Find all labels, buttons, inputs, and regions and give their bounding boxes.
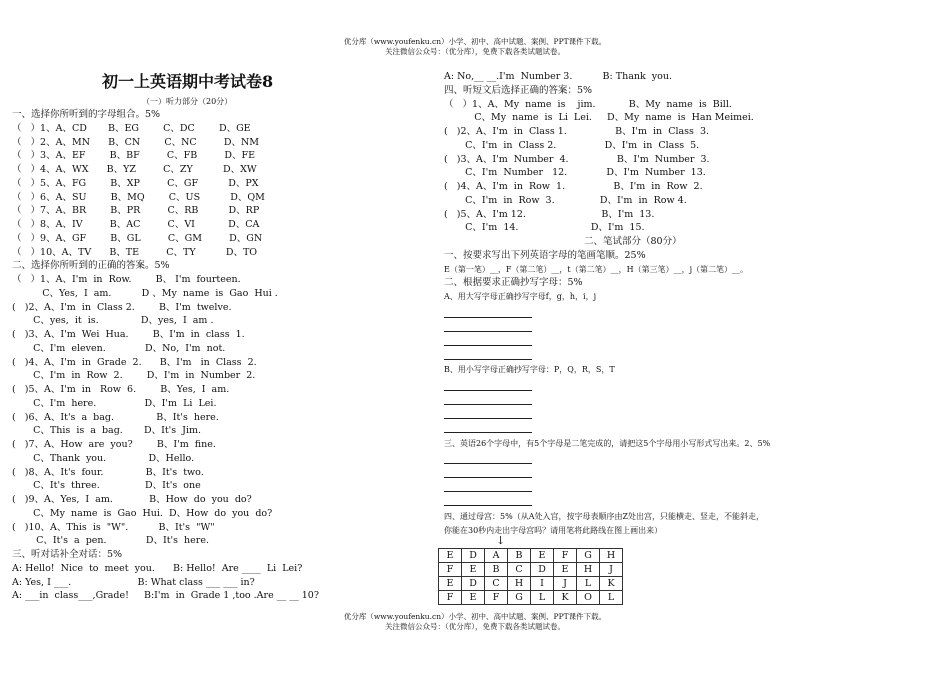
header-line-1: 优分库（www.youfenku.cn）小学、初中、高中试题、案例、PPT课件下载。 (343, 37, 607, 46)
maze-row (439, 548, 623, 562)
letter-maze (444, 533, 939, 605)
maze-cell[interactable]: D (531, 562, 554, 576)
question-line: C、This is a bag. D、It's Jim. (12, 425, 202, 437)
question-line: C、I'm eleven. D、No, I'm not. (12, 342, 226, 354)
maze-cell[interactable]: E (462, 562, 485, 576)
answer-line[interactable] (444, 304, 532, 318)
question-line: ( )5、A、I'm 12. B、I'm 13. (444, 208, 655, 220)
maze-cell[interactable]: D (462, 548, 485, 562)
question-line: A: Yes, I ___. B: What class ___ ___ in? (12, 576, 255, 588)
maze-cell[interactable]: L (531, 590, 554, 604)
footer-line-1: 优分库（www.youfenku.cn）小学、初中、高中试题、案例、PPT课件下载。 (343, 612, 607, 621)
maze-row (439, 562, 623, 576)
question-line: C、Yes, I am. D 、My name is Gao Hui . (12, 287, 278, 299)
maze-cell[interactable]: E (531, 548, 554, 562)
question-line: （ ）5、A、FG B、XP C、GF D、PX (12, 177, 259, 189)
question-line: （ ）10、A、TV B、TE C、TY D、TO (12, 246, 258, 258)
question-line: ( )8、A、It's four. B、It's two. (12, 466, 204, 478)
maze-cell[interactable]: H (600, 548, 623, 562)
maze-grid (438, 548, 623, 605)
question-line: C、I'm Number 12. D、I'm Number 13. (444, 167, 706, 179)
question-line: （ ）1、A、I'm in Row. B、 I'm fourteen. (12, 274, 241, 285)
written-section-label: 二、笔试部分（80分） (584, 236, 682, 247)
question-line: （ ）6、A、SU B、MQ C、US D、QM (12, 191, 265, 203)
question-line: A: No,__ __.I'm Number 3. B: Thank you. (444, 71, 673, 82)
copy-uppercase-prompt: A、用大写字母正确抄写字母f，g，h，i，j (444, 292, 597, 301)
question-copy-letters: 二、根据要求正确抄写字母：5% (444, 277, 583, 289)
maze-cell[interactable]: K (554, 590, 577, 604)
down-arrow-icon: ↓ (496, 533, 506, 547)
question-line: C、My name is Li Lei. D、My name is Han Meimei. (444, 112, 754, 124)
question-line: （ ）2、A、MN B、CN C、NC D、NM (12, 136, 260, 148)
answer-line[interactable] (444, 419, 532, 433)
answer-line[interactable] (444, 478, 532, 492)
maze-cell[interactable]: E (439, 576, 462, 590)
answer-line[interactable] (444, 450, 532, 464)
question-letter-maze: 四、通过母宫：5%（从A处入宫，按字母表顺序由Z处出宫，只能横走、竖走，不能斜走， (444, 512, 765, 522)
question-line: （ ）7、A、BR B、PR C、RB D、RP (12, 205, 260, 217)
question-line: ( )7、A、How are you? B、I'm fine. (12, 439, 216, 450)
maze-cell[interactable]: G (508, 590, 531, 604)
question-line: C、I'm in Row 2. D、I'm in Number 2. (12, 370, 256, 382)
maze-cell[interactable]: L (577, 576, 600, 590)
maze-cell[interactable]: D (462, 576, 485, 590)
left-column (12, 70, 437, 603)
maze-cell[interactable]: F (439, 590, 462, 604)
maze-cell[interactable]: J (554, 576, 577, 590)
question-line: ( )2、A、I'm in Class 1. B、I'm in Class 3. (444, 126, 710, 137)
answer-line[interactable] (444, 332, 532, 346)
question-line: C、I'm here. D、I'm Li Lei. (12, 397, 217, 409)
question-line: 二、选择你所听到的正确的答案。5% (12, 260, 170, 272)
question-letter-maze-continued: 你能在30秒内走出字母宫吗？请用笔将此路线在图上画出来） (444, 526, 663, 535)
question-line: C、Thank you. D、Hello. (12, 452, 195, 464)
maze-cell[interactable]: E (439, 548, 462, 562)
question-line: ( )3、A、I'm Number 4. B、I'm Number 3. (444, 153, 710, 165)
question-line: C、I'm in Class 2. D、I'm in Class 5. (444, 139, 700, 151)
left-question-list (12, 108, 437, 603)
maze-cell[interactable]: F (439, 562, 462, 576)
question-line: ( )6、A、It's a bag. B、It's here. (12, 411, 219, 423)
question-line: （ ）9、A、GF B、GL C、GM D、GN (12, 232, 263, 244)
answer-line[interactable] (444, 377, 532, 391)
question-line: 一、选择你所听到的字母组合。5% (12, 109, 161, 120)
maze-cell[interactable]: O (577, 590, 600, 604)
listening-section-label: （一）听力部分（20分） (142, 97, 233, 106)
question-line: C、It's three. D、It's one (12, 480, 201, 492)
exam-title: 初一上英语期中考试卷8 (102, 72, 274, 91)
maze-cell[interactable]: J (600, 562, 623, 576)
question-line: 四、听短文后选择正确的答案：5% (444, 84, 593, 96)
footer-line-2: 关注微信公众号：（优分库），免费下载各类试题试卷。 (385, 622, 565, 631)
question-line: （ ）3、A、EF B、BF C、FB D、FE (12, 150, 256, 162)
question-line: ( )5、A、I'm in Row 6. B、Yes, I am. (12, 384, 230, 395)
page-footer (0, 612, 950, 632)
maze-cell[interactable]: I (531, 576, 554, 590)
question-two-stroke-letters: 三、英语26个字母中，有5个字母是二笔完成的，请把这5个字母用小写形式写出来。2、5% (444, 438, 771, 448)
maze-cell[interactable]: E (462, 590, 485, 604)
question-line: （ ）4、A、WX B、YZ C、ZY D、XW (12, 164, 257, 175)
answer-line[interactable] (444, 464, 532, 478)
question-line: ( )2、A、I'm in Class 2. B、I'm twelve. (12, 301, 232, 313)
question-line: ( )3、A、I'm Wei Hua. B、I'm in class 1. (12, 329, 245, 340)
question-line: ( )9、A、Yes, I am. B、How do you do? (12, 494, 252, 505)
answer-line[interactable] (444, 405, 532, 419)
stroke-order-items: E（第一笔）__，F（第二笔）__，t（第二笔）__，H（第三笔）__，j（第二笔）__。 (444, 264, 749, 274)
header-line-2: 关注微信公众号：（优分库），免费下载各类试题试卷。 (385, 47, 565, 56)
maze-cell[interactable]: H (508, 576, 531, 590)
question-line: C、yes, it is. D、yes, I am . (12, 315, 214, 327)
question-line: C、I'm 14. D、I'm 15. (444, 222, 645, 234)
maze-cell[interactable]: H (577, 562, 600, 576)
maze-cell[interactable]: A (485, 548, 508, 562)
copy-lowercase-prompt: B、用小写字母正确抄写字母：P，Q，R，S，T (444, 364, 615, 374)
maze-cell[interactable]: C (508, 562, 531, 576)
question-line: （ ）8、A、IV B、AC C、VI D、CA (12, 219, 260, 230)
question-line: A: Hello! Nice to meet you. B: Hello! Are ____ Li Lei? (12, 562, 303, 574)
maze-cell[interactable]: F (554, 548, 577, 562)
maze-cell[interactable]: G (577, 548, 600, 562)
answer-line[interactable] (444, 391, 532, 405)
question-line: C、It's a pen. D、It's here. (12, 535, 209, 547)
question-line: 三、听对话补全对话：5% (12, 549, 123, 560)
question-line: ( )4、A、I'm in Grade 2. B、I'm in Class 2. (12, 356, 257, 368)
maze-cell[interactable]: K (600, 576, 623, 590)
right-question-list (444, 70, 939, 235)
maze-cell[interactable]: F (485, 590, 508, 604)
maze-cell[interactable]: B (508, 548, 531, 562)
answer-line[interactable] (444, 346, 532, 360)
maze-cell[interactable]: B (485, 562, 508, 576)
question-line: ( )4、A、I'm in Row 1. B、I'm in Row 2. (444, 181, 703, 192)
question-line: （ ）1、A、CD B、EG C、DC D、GE (12, 122, 251, 134)
maze-cell[interactable]: E (554, 562, 577, 576)
question-line: C、My name is Gao Hui. D、How do you do? (12, 507, 273, 519)
answer-line[interactable] (444, 318, 532, 332)
question-line: C、I'm in Row 3. D、I'm in Row 4. (444, 194, 687, 206)
answer-line[interactable] (444, 492, 532, 506)
question-line: （ ）1、A、My name is jim. B、My name is Bill. (444, 98, 732, 110)
page-header (0, 37, 950, 57)
maze-row (439, 576, 623, 590)
question-line: A: ___in class___,Grade! B:I'm in Grade 1 ,too .Are __ __ 10? (12, 590, 319, 602)
question-stroke-order: 一、按要求写出下列英语字母的笔画笔顺。25% (444, 249, 646, 261)
maze-cell[interactable]: C (485, 576, 508, 590)
maze-row (439, 590, 623, 604)
maze-cell[interactable]: L (600, 590, 623, 604)
question-line: ( )10、A、This is "W". B、It's "W" (12, 521, 215, 533)
right-column (444, 70, 939, 605)
